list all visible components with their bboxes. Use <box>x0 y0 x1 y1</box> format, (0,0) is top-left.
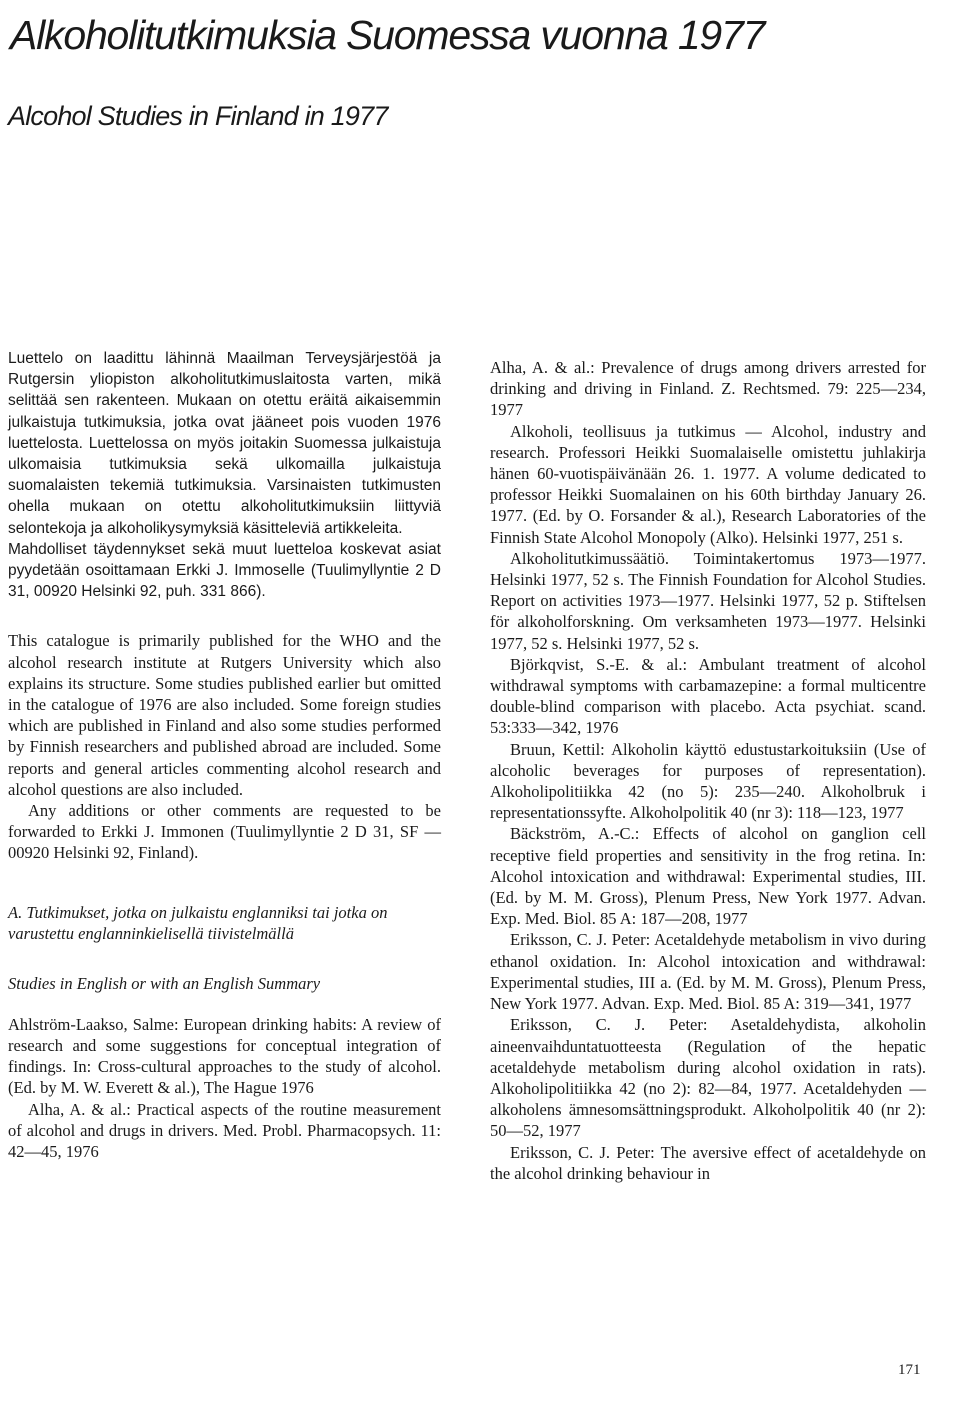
intro-en-paragraph: This catalogue is primarily published for the WHO and the alcohol research institute at Rutgers University which also explains its structure. Some studies published earlier but omitted in the catalogue of 1976 are also included. Some foreign studies which are published in Finland and also some studies performed by Finnish researchers and published abroad are included. Some reports and general articles commenting alcohol research and alcohol questions are also included. <box>8 631 441 799</box>
bibliography-entry: Bruun, Kettil: Alkoholin käyttö edustustarkoituksiin (Use of alcoholic beverages for purposes of representation). Alkoholipolitiikka 42 (no 5): 235—240. Alkoholbruk i representationssyfte. Alkoholpolitik 40 (nr 3): 118—123, 1977 <box>490 739 926 823</box>
bibliography-entry: Alha, A. & al.: Prevalence of drugs among drivers arrested for drinking and driving in Finland. Z. Rechtsmed. 79: 225—234, 1977 <box>490 358 926 420</box>
intro-finnish <box>8 348 441 602</box>
section-a-heading: A. Tutkimukset, jotka on julkaistu englanniksi tai jotka on varustettu englanninkielisellä tiivistelmällä <box>8 902 388 944</box>
bibliography-entry: Alha, A. & al.: Practical aspects of the routine measurement of alcohol and drugs in drivers. Med. Probl. Pharmacopsych. 11: 42—45, 1976 <box>8 1099 441 1162</box>
page-subtitle: Alcohol Studies in Finland in 1977 <box>8 101 388 131</box>
bibliography-entry: Ahlström-Laakso, Salme: European drinking habits: A review of research and some suggestions for conceptual integration of findings. In: Cross-cultural approaches to the study of alcohol. (Ed. by M. W. Everett & al.), The Hague 1976 <box>8 1014 441 1098</box>
bibliography-entry: Bäckström, A.-C.: Effects of alcohol on ganglion cell receptive field properties and sensitivity in the frog retina. In: Alcohol intoxication and withdrawal: Experimental studies, III. (Ed. by M. M. Gross), Plenum Press, New York 1977. Advan. Exp. Med. Biol. 85 A: 187—208, 1977 <box>490 824 926 929</box>
right-column <box>490 357 926 1184</box>
left-column <box>8 348 441 1162</box>
bibliography-entry: Alkoholi, teollisuus ja tutkimus — Alcohol, industry and research. Professori Heikki Suomalaiselle omistettu juhlakirja hänen 60-vuotispäivänään 26. 1. 1977. A volume dedicated to professor Heikki Suomalainen on his 60th birthday January 26. 1977. (Ed. by O. Forsander & al.), Research Laboratories of the Finnish State Alcohol Monopoly (Alko). Helsinki 1977, 251 s. <box>490 421 926 547</box>
bibliography-entry: Eriksson, C. J. Peter: Asetaldehydista, alkoholin aineenvaihduntatuotteesta (Regulation of the hepatic acetaldehyde metabolism during alcohol oxidation in rats). Alkoholipolitiikka 42 (no 2): 82—84, 1977. Acetaldehyden — alkoholens ämnesomsättningsprodukt. Alkoholpolitik 40 (nr 2): 50—52, 1977 <box>490 1015 926 1141</box>
page-number: 171 <box>898 1362 921 1378</box>
intro-fi-paragraph: Mahdolliset täydennykset sekä muut luetteloa koskevat asiat pyydetään osoittamaan Erkki J. Immoselle (Tuulimyllyntie 2 D 31, 00920 Helsinki 92, puh. 331 866). <box>8 540 441 601</box>
bibliography-entry: Eriksson, C. J. Peter: The aversive effect of acetaldehyde on the alcohol drinking behaviour in <box>490 1142 926 1183</box>
intro-fi-paragraph: Luettelo on laadittu lähinnä Maailman Terveysjärjestöä ja Rutgersin yliopiston alkoholitutkimuslaitosta varten, mikä selittää sen rakenteen. Mukaan on otettu eräitä aikaisemmin julkaistuja tutkimuksia, jotka ovat jääneet pois vuoden 1976 luettelosta. Luettelossa on myös joitakin Suomessa julkaistuja ulkomaisia tutkimuksia sekä ulkomailla julkaistuja suomalaisten tekemiä tutkimuksia. Varsinaisten tutkimusten ohella mukaan on otettu alkoholitutkimuksiin liittyviä selontekoja ja alkoholikysymyksiä käsitteleviä artikkeleita. <box>8 350 441 537</box>
bibliography-entry: Björkqvist, S.-E. & al.: Ambulant treatment of alcohol withdrawal symptoms with carbamazepine: a formal multicentre double-blind comparison with placebo. Acta psychiat. scand. 53:333—342, 1976 <box>490 654 926 738</box>
page-title: Alkoholitutkimuksia Suomessa vuonna 1977 <box>10 12 765 58</box>
bibliography-entry: Eriksson, C. J. Peter: Acetaldehyde metabolism in vivo during ethanol oxidation. In: Alcohol intoxication and withdrawal: Experimental studies, III a. (Ed. by M. M. Gross), Plenum Press, New York 1977. Advan. Exp. Med. Biol. 85 A: 319—341, 1977 <box>490 930 926 1014</box>
section-a-subheading: Studies in English or with an English Summary <box>8 973 321 993</box>
intro-en-paragraph: Any additions or other comments are requested to be forwarded to Erkki J. Immonen (Tuulimyllyntie 2 D 31, SF — 00920 Helsinki 92, Finland). <box>8 801 441 863</box>
bibliography-entry: Alkoholitutkimussäätiö. Toimintakertomus 1973—1977. Helsinki 1977, 52 s. The Finnish Foundation for Alcohol Studies. Report on activities 1973—1977. Helsinki 1977, 52 p. Stiftelsen för alkoholforskning. Om verksamheten 1973—1977. Helsinki 1977, 52 s. Helsinki 1977, 52 s. <box>490 548 926 653</box>
